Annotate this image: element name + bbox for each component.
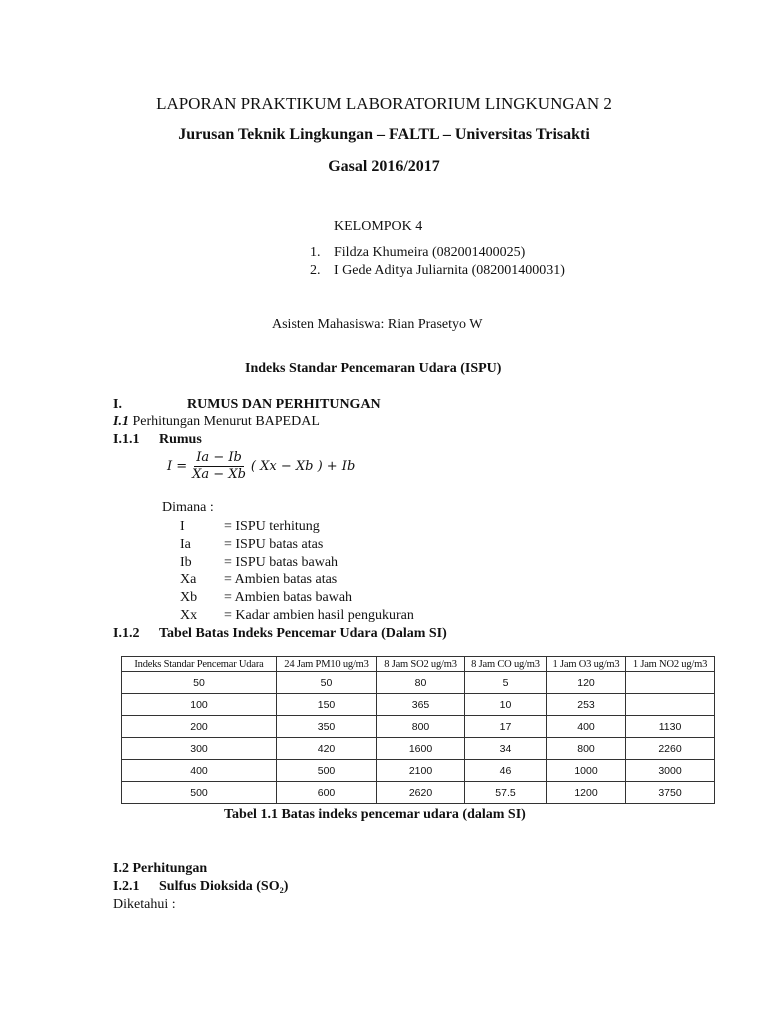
table-cell: 2620 — [377, 782, 465, 804]
table-cell: 350 — [277, 716, 377, 738]
column-header: 8 Jam CO ug/m3 — [465, 657, 547, 672]
subsubsection-number: I.1.1 — [113, 432, 140, 447]
table-cell: 120 — [547, 672, 626, 694]
column-header: 8 Jam SO2 ug/m3 — [377, 657, 465, 672]
department-line: Jurusan Teknik Lingkungan – FALTL – Universitas Trisakti — [178, 126, 590, 143]
formula-denominator: Xa − Xb — [192, 467, 246, 482]
diketahui-label: Diketahui : — [113, 897, 176, 912]
table-row — [122, 672, 715, 694]
definition-item: Ib = ISPU batas bawah — [180, 554, 339, 570]
table-cell: 365 — [377, 694, 465, 716]
formula-lhs: I = — [167, 459, 188, 474]
table-cell: 800 — [547, 738, 626, 760]
table-cell: 253 — [547, 694, 626, 716]
table-cell: 420 — [277, 738, 377, 760]
table-cell: 300 — [122, 738, 277, 760]
table-cell: 1600 — [377, 738, 465, 760]
subsubsection-title: Sulfus Dioksida (SO₂) — [159, 879, 289, 894]
formula-rhs: ( Xx − Xb ) + Ib — [250, 459, 356, 474]
table-cell: 34 — [465, 738, 547, 760]
definition-item: Xa = Ambien batas atas — [180, 572, 338, 588]
assistant-line: Asisten Mahasiswa: Rian Prasetyo W — [272, 317, 483, 332]
ispu-formula — [167, 450, 355, 483]
table-cell: 400 — [122, 760, 277, 782]
table-cell — [626, 694, 715, 716]
definition-item: I = ISPU terhitung — [180, 519, 320, 534]
column-header: 1 Jam NO2 ug/m3 — [626, 657, 715, 672]
table-cell — [626, 672, 715, 694]
definition-item: Xb = Ambien batas bawah — [180, 590, 353, 606]
table-header-row — [122, 657, 715, 672]
table-row — [122, 760, 715, 782]
table-cell: 1000 — [547, 760, 626, 782]
table-cell: 2260 — [626, 738, 715, 760]
report-title: LAPORAN PRAKTIKUM LABORATORIUM LINGKUNGAN 2 — [156, 94, 612, 113]
table-cell: 1130 — [626, 716, 715, 738]
table-cell: 1200 — [547, 782, 626, 804]
formula-fraction — [190, 450, 248, 483]
table-cell: 800 — [377, 716, 465, 738]
section-heading: I.2 Perhitungan — [113, 861, 208, 876]
subsubsection-number: I.1.2 — [113, 626, 140, 641]
formula-numerator: Ia − Ib — [196, 450, 242, 465]
ispu-table — [121, 656, 715, 804]
table-cell: 500 — [277, 760, 377, 782]
subsubsection-title: Rumus — [159, 432, 202, 447]
table-cell: 80 — [377, 672, 465, 694]
table-cell: 400 — [547, 716, 626, 738]
subsubsection-number: I.2.1 — [113, 879, 140, 894]
document-title: Indeks Standar Pencemaran Udara (ISPU) — [245, 361, 502, 376]
member-item: 1. Fildza Khumeira (082001400025) — [310, 245, 526, 260]
table-row — [122, 782, 715, 804]
table-cell: 600 — [277, 782, 377, 804]
table-row — [122, 694, 715, 716]
table-caption: Tabel 1.1 Batas indeks pencemar udara (dalam SI) — [224, 807, 526, 822]
table-cell: 50 — [277, 672, 377, 694]
table-cell: 46 — [465, 760, 547, 782]
column-header: Indeks Standar Pencemar Udara — [122, 657, 277, 672]
group-label: KELOMPOK 4 — [334, 219, 423, 234]
section-number: I. — [113, 397, 122, 412]
subsubsection-title: Tabel Batas Indeks Pencemar Udara (Dalam SI) — [159, 626, 447, 641]
column-header: 1 Jam O3 ug/m3 — [547, 657, 626, 672]
table-cell: 3000 — [626, 760, 715, 782]
subsection-heading: I.1 Perhitungan Menurut BAPEDAL — [113, 414, 320, 429]
table-cell: 500 — [122, 782, 277, 804]
definition-list — [180, 518, 414, 625]
table-cell: 100 — [122, 694, 277, 716]
table-cell: 2100 — [377, 760, 465, 782]
member-item: 2. I Gede Aditya Juliarnita (082001400031) — [310, 263, 565, 278]
table-cell: 10 — [465, 694, 547, 716]
definition-item: Ia = ISPU batas atas — [180, 536, 324, 552]
column-header: 24 Jam PM10 ug/m3 — [277, 657, 377, 672]
ispu-table-frame — [118, 650, 718, 804]
semester-line: Gasal 2016/2017 — [328, 158, 440, 175]
table-cell: 50 — [122, 672, 277, 694]
table-cell: 200 — [122, 716, 277, 738]
member-list — [310, 244, 565, 280]
table-cell: 17 — [465, 716, 547, 738]
table-cell: 57.5 — [465, 782, 547, 804]
table-cell: 3750 — [626, 782, 715, 804]
definition-item: Xx = Kadar ambien hasil pengukuran — [180, 607, 414, 623]
table-cell: 150 — [277, 694, 377, 716]
section-title: RUMUS DAN PERHITUNGAN — [187, 397, 381, 412]
table-cell: 5 — [465, 672, 547, 694]
table-row — [122, 716, 715, 738]
dimana-label: Dimana : — [162, 500, 214, 515]
table-row — [122, 738, 715, 760]
